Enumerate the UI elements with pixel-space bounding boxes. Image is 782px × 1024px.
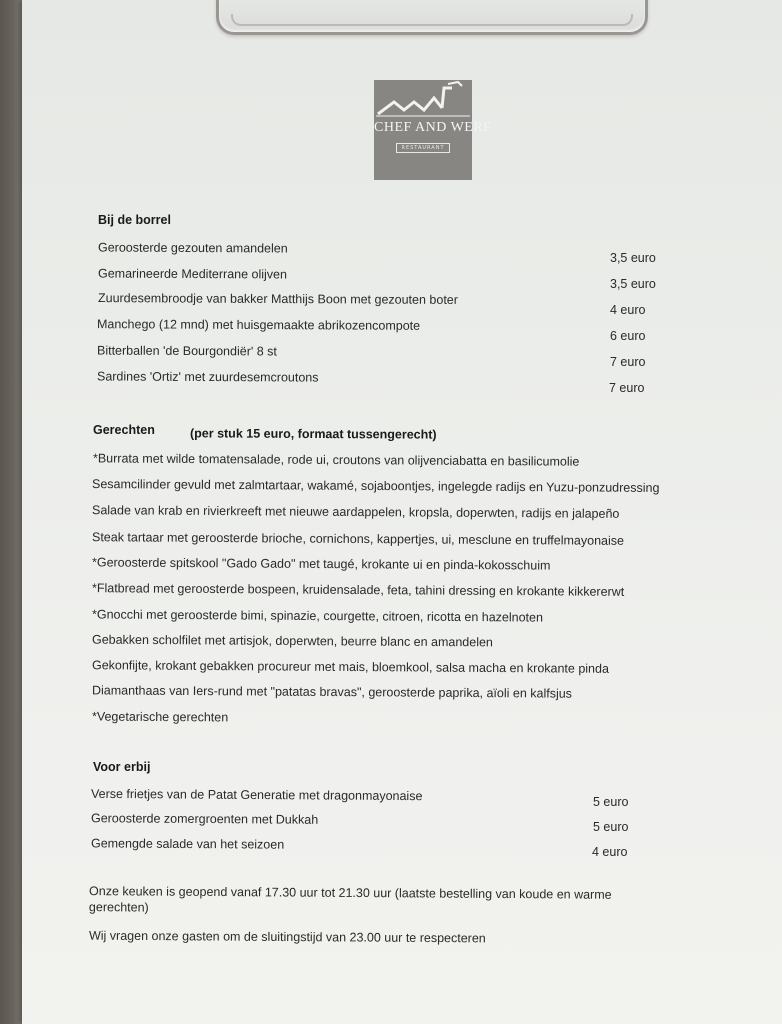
list-item: *Burrata met wilde tomatensalade, rode ui, croutons van olijvenciabatta en basilicumolie bbox=[92, 451, 580, 469]
item-price: 7 euro bbox=[610, 355, 646, 369]
section-title-gerechten: Gerechten bbox=[93, 423, 155, 437]
item-price: 5 euro bbox=[593, 820, 629, 834]
item-price: 3,5 euro bbox=[610, 277, 656, 291]
list-item: Salade van krab en rivierkreeft met nieuwe aardappelen, kropsla, doperwten, radijs en jalapeño bbox=[91, 503, 620, 521]
item-price: 7 euro bbox=[609, 381, 645, 395]
list-item: Manchego (12 mnd) met huisgemaakte abrikozencompote bbox=[96, 317, 421, 333]
list-item: Geroosterde gezouten amandelen bbox=[97, 240, 288, 256]
list-item: Diamanthaas van Iers-rund met "patatas bravas", geroosterde paprika, aïoli en kalfsjus bbox=[91, 683, 573, 701]
list-item: *Flatbread met geroosterde bospeen, kruidensalade, feta, tahini dressing en krokante kikkererwt bbox=[91, 581, 625, 599]
logo-wordmark: CHEF AND WERF bbox=[374, 120, 492, 135]
list-item: *Vegetarische gerechten bbox=[91, 709, 229, 725]
section-title-erbij: Voor erbij bbox=[93, 760, 151, 774]
list-item: Gekonfijte, krokant gebakken procureur met mais, bloemkool, salsa macha en krokante pinda bbox=[91, 658, 609, 676]
list-item: Gemengde salade van het seizoen bbox=[90, 836, 285, 852]
item-price: 5 euro bbox=[593, 795, 629, 809]
clipboard-clip bbox=[216, 0, 648, 35]
kitchen-hours-note: Onze keuken is geopend vanaf 17.30 uur tot 21.30 uur (laatste bestelling van koude en warme gerechten) bbox=[88, 884, 612, 915]
list-item: *Gnocchi met geroosterde bimi, spinazie, courgette, citroen, ricotta en hazelnoten bbox=[91, 607, 543, 625]
list-item: Verse frietjes van de Patat Generatie met dragonmayonaise bbox=[90, 786, 423, 804]
list-item: *Geroosterde spitskool "Gado Gado" met taugé, krokante ui en pinda-kokosschuim bbox=[91, 555, 551, 573]
list-item: Geroosterde zomergroenten met Dukkah bbox=[90, 811, 319, 827]
list-item: Sardines 'Ortiz' met zuurdesemcroutons bbox=[96, 369, 319, 385]
item-price: 4 euro bbox=[610, 303, 646, 317]
item-price: 6 euro bbox=[610, 329, 646, 343]
item-price: 3,5 euro bbox=[610, 251, 656, 265]
section-title-borrel: Bij de borrel bbox=[98, 213, 171, 227]
list-item: Zuurdesembroodje van bakker Matthijs Boon met gezouten boter bbox=[97, 291, 458, 307]
gerechten-price-note: (per stuk 15 euro, formaat tussengerecht) bbox=[189, 426, 437, 442]
logo-subtitle: RESTAURANT bbox=[396, 143, 450, 153]
list-item: Sesamcilinder gevuld met zalmtartaar, wakamé, sojaboontjes, ingelegde radijs en Yuzu-ponzudressing bbox=[91, 477, 660, 495]
list-item: Gemarineerde Mediterrane olijven bbox=[97, 266, 288, 282]
list-item: Steak tartaar met geroosterde brioche, cornichons, kappertjes, ui, mesclune en truffelmayonaise bbox=[91, 530, 625, 548]
item-price: 4 euro bbox=[592, 845, 628, 859]
closing-time-note: Wij vragen onze gasten om de sluitingstijd van 23.00 uur te respecteren bbox=[88, 928, 486, 946]
list-item: Gebakken scholfilet met artisjok, doperwten, beurre blanc en amandelen bbox=[91, 632, 493, 650]
list-item: Bitterballen 'de Bourgondiër' 8 st bbox=[96, 343, 277, 359]
roof-icon bbox=[374, 80, 472, 120]
restaurant-logo bbox=[374, 80, 492, 180]
